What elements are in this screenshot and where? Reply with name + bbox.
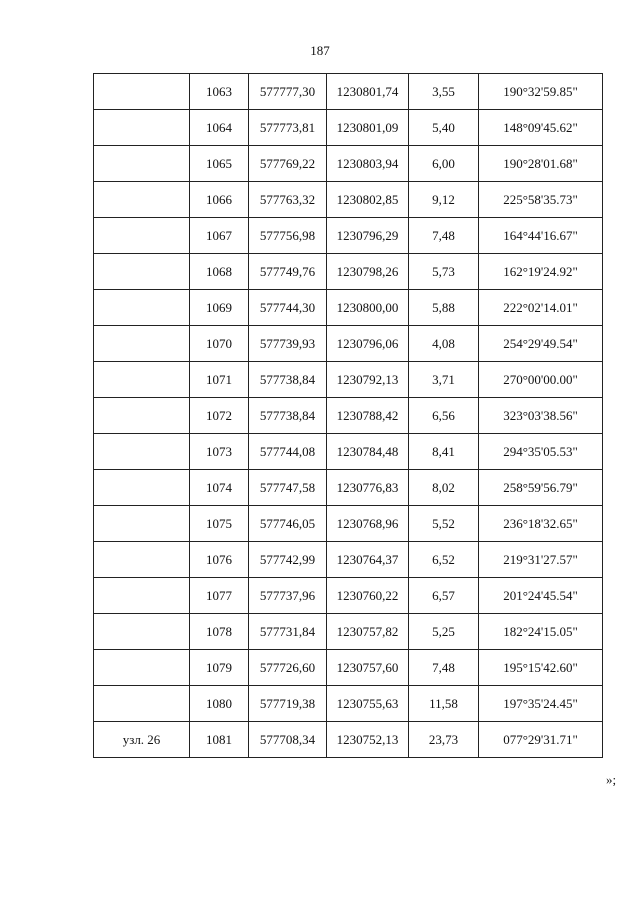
point-number-cell: 1081: [190, 722, 249, 758]
x-coordinate-cell: 577708,34: [249, 722, 327, 758]
table-row: [94, 434, 603, 470]
distance-cell: 6,57: [409, 578, 479, 614]
y-coordinate-cell: 1230792,13: [327, 362, 409, 398]
x-coordinate-cell: 577763,32: [249, 182, 327, 218]
node-cell: [94, 542, 190, 578]
distance-cell: 4,08: [409, 326, 479, 362]
node-cell: [94, 326, 190, 362]
table-row: [94, 578, 603, 614]
x-coordinate-cell: 577726,60: [249, 650, 327, 686]
direction-angle-cell: 294°35'05.53": [479, 434, 603, 470]
point-number-cell: 1064: [190, 110, 249, 146]
table-row: [94, 614, 603, 650]
node-cell: [94, 578, 190, 614]
x-coordinate-cell: 577777,30: [249, 74, 327, 110]
direction-angle-cell: 270°00'00.00": [479, 362, 603, 398]
node-cell: [94, 362, 190, 398]
table-row: [94, 326, 603, 362]
distance-cell: 8,02: [409, 470, 479, 506]
distance-cell: 7,48: [409, 650, 479, 686]
node-cell: [94, 290, 190, 326]
x-coordinate-cell: 577719,38: [249, 686, 327, 722]
table-row: [94, 290, 603, 326]
table-row: [94, 398, 603, 434]
direction-angle-cell: 162°19'24.92": [479, 254, 603, 290]
table-row: [94, 362, 603, 398]
table-row: [94, 470, 603, 506]
point-number-cell: 1070: [190, 326, 249, 362]
y-coordinate-cell: 1230796,06: [327, 326, 409, 362]
table-row: [94, 182, 603, 218]
y-coordinate-cell: 1230752,13: [327, 722, 409, 758]
distance-cell: 5,88: [409, 290, 479, 326]
point-number-cell: 1072: [190, 398, 249, 434]
table-row: [94, 146, 603, 182]
node-cell: [94, 650, 190, 686]
x-coordinate-cell: 577738,84: [249, 398, 327, 434]
x-coordinate-cell: 577773,81: [249, 110, 327, 146]
point-number-cell: 1080: [190, 686, 249, 722]
page-number: 187: [310, 43, 330, 58]
y-coordinate-cell: 1230764,37: [327, 542, 409, 578]
y-coordinate-cell: 1230757,82: [327, 614, 409, 650]
direction-angle-cell: 077°29'31.71": [479, 722, 603, 758]
x-coordinate-cell: 577769,22: [249, 146, 327, 182]
point-number-cell: 1073: [190, 434, 249, 470]
x-coordinate-cell: 577742,99: [249, 542, 327, 578]
node-cell: [94, 434, 190, 470]
distance-cell: 11,58: [409, 686, 479, 722]
point-number-cell: 1078: [190, 614, 249, 650]
direction-angle-cell: 236°18'32.65": [479, 506, 603, 542]
direction-angle-cell: 190°28'01.68": [479, 146, 603, 182]
table-row: [94, 110, 603, 146]
point-number-cell: 1067: [190, 218, 249, 254]
point-number-cell: 1063: [190, 74, 249, 110]
direction-angle-cell: 195°15'42.60": [479, 650, 603, 686]
y-coordinate-cell: 1230803,94: [327, 146, 409, 182]
x-coordinate-cell: 577756,98: [249, 218, 327, 254]
x-coordinate-cell: 577749,76: [249, 254, 327, 290]
y-coordinate-cell: 1230768,96: [327, 506, 409, 542]
distance-cell: 6,56: [409, 398, 479, 434]
node-cell: [94, 110, 190, 146]
y-coordinate-cell: 1230798,26: [327, 254, 409, 290]
direction-angle-cell: 219°31'27.57": [479, 542, 603, 578]
node-cell: [94, 686, 190, 722]
y-coordinate-cell: 1230784,48: [327, 434, 409, 470]
node-cell: [94, 218, 190, 254]
direction-angle-cell: 222°02'14.01": [479, 290, 603, 326]
node-cell: [94, 398, 190, 434]
distance-cell: 7,48: [409, 218, 479, 254]
table-row: [94, 218, 603, 254]
direction-angle-cell: 164°44'16.67": [479, 218, 603, 254]
distance-cell: 6,52: [409, 542, 479, 578]
x-coordinate-cell: 577739,93: [249, 326, 327, 362]
y-coordinate-cell: 1230776,83: [327, 470, 409, 506]
direction-angle-cell: 254°29'49.54": [479, 326, 603, 362]
coordinates-table-body: [94, 74, 603, 758]
direction-angle-cell: 225°58'35.73": [479, 182, 603, 218]
coordinates-table: [93, 73, 603, 758]
point-number-cell: 1079: [190, 650, 249, 686]
distance-cell: 5,25: [409, 614, 479, 650]
x-coordinate-cell: 577744,30: [249, 290, 327, 326]
point-number-cell: 1069: [190, 290, 249, 326]
distance-cell: 8,41: [409, 434, 479, 470]
x-coordinate-cell: 577738,84: [249, 362, 327, 398]
direction-angle-cell: 148°09'45.62": [479, 110, 603, 146]
closing-mark: »;: [606, 772, 617, 787]
direction-angle-cell: 258°59'56.79": [479, 470, 603, 506]
distance-cell: 5,40: [409, 110, 479, 146]
table-row: [94, 74, 603, 110]
y-coordinate-cell: 1230800,00: [327, 290, 409, 326]
point-number-cell: 1066: [190, 182, 249, 218]
direction-angle-cell: 201°24'45.54": [479, 578, 603, 614]
point-number-cell: 1076: [190, 542, 249, 578]
table-row: [94, 506, 603, 542]
node-cell: [94, 182, 190, 218]
direction-angle-cell: 323°03'38.56": [479, 398, 603, 434]
y-coordinate-cell: 1230788,42: [327, 398, 409, 434]
table-row: [94, 254, 603, 290]
direction-angle-cell: 190°32'59.85": [479, 74, 603, 110]
y-coordinate-cell: 1230760,22: [327, 578, 409, 614]
direction-angle-cell: 182°24'15.05": [479, 614, 603, 650]
node-cell: [94, 254, 190, 290]
y-coordinate-cell: 1230802,85: [327, 182, 409, 218]
y-coordinate-cell: 1230757,60: [327, 650, 409, 686]
point-number-cell: 1075: [190, 506, 249, 542]
distance-cell: 23,73: [409, 722, 479, 758]
distance-cell: 3,71: [409, 362, 479, 398]
distance-cell: 5,73: [409, 254, 479, 290]
point-number-cell: 1065: [190, 146, 249, 182]
y-coordinate-cell: 1230801,74: [327, 74, 409, 110]
table-row: [94, 542, 603, 578]
distance-cell: 6,00: [409, 146, 479, 182]
direction-angle-cell: 197°35'24.45": [479, 686, 603, 722]
point-number-cell: 1077: [190, 578, 249, 614]
distance-cell: 3,55: [409, 74, 479, 110]
table-row: [94, 650, 603, 686]
point-number-cell: 1074: [190, 470, 249, 506]
node-cell: [94, 146, 190, 182]
node-cell: [94, 506, 190, 542]
x-coordinate-cell: 577746,05: [249, 506, 327, 542]
y-coordinate-cell: 1230796,29: [327, 218, 409, 254]
y-coordinate-cell: 1230801,09: [327, 110, 409, 146]
point-number-cell: 1071: [190, 362, 249, 398]
x-coordinate-cell: 577737,96: [249, 578, 327, 614]
node-cell: [94, 74, 190, 110]
distance-cell: 9,12: [409, 182, 479, 218]
table-row: [94, 722, 603, 758]
point-number-cell: 1068: [190, 254, 249, 290]
y-coordinate-cell: 1230755,63: [327, 686, 409, 722]
x-coordinate-cell: 577747,58: [249, 470, 327, 506]
distance-cell: 5,52: [409, 506, 479, 542]
node-cell: [94, 470, 190, 506]
table-row: [94, 686, 603, 722]
x-coordinate-cell: 577744,08: [249, 434, 327, 470]
node-cell: [94, 614, 190, 650]
x-coordinate-cell: 577731,84: [249, 614, 327, 650]
node-cell: узл. 26: [94, 722, 190, 758]
